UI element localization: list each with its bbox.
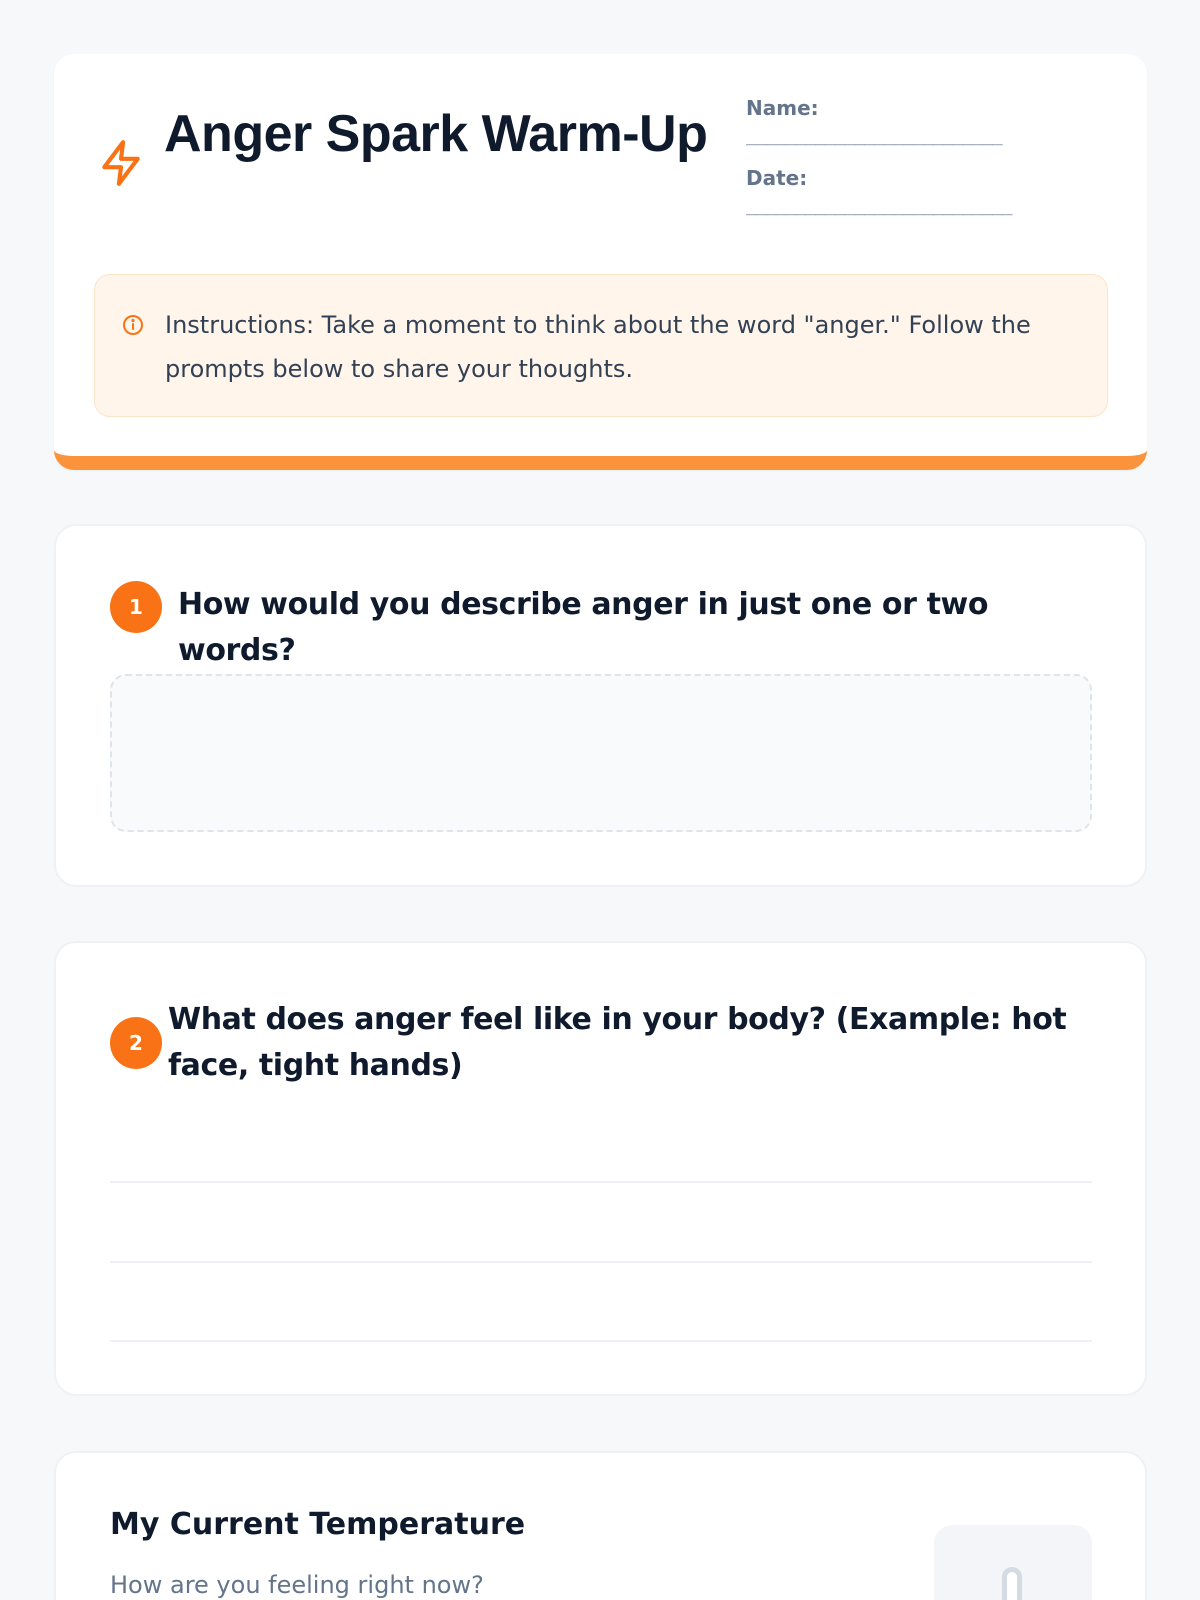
answer-line[interactable] bbox=[110, 1340, 1092, 1342]
name-label: Name: bbox=[746, 96, 819, 120]
question-text: What does anger feel like in your body? (Example: hot face, tight hands) bbox=[168, 1002, 1067, 1083]
temperature-card bbox=[54, 1451, 1147, 1600]
answer-line[interactable] bbox=[110, 1261, 1092, 1263]
temperature-subtitle: How are you feeling right now? bbox=[110, 1571, 484, 1599]
thermometer-icon bbox=[1002, 1567, 1022, 1600]
lightning-bolt-icon bbox=[96, 138, 146, 188]
temperature-title: My Current Temperature bbox=[110, 1507, 526, 1542]
instructions-box bbox=[94, 274, 1108, 417]
answer-line[interactable] bbox=[110, 1181, 1092, 1183]
instructions-text: Instructions: Take a moment to think about the word "anger." Follow the prompts below to share your thoughts. bbox=[165, 311, 1031, 383]
info-icon bbox=[121, 313, 145, 337]
question-card-1 bbox=[54, 524, 1147, 887]
question-number-badge: 2 bbox=[110, 1017, 162, 1069]
date-label: Date: bbox=[746, 166, 808, 190]
name-field-line[interactable]: __________________________ bbox=[746, 125, 1002, 146]
student-meta bbox=[746, 94, 1086, 234]
answer-box[interactable] bbox=[110, 674, 1092, 832]
date-field-line[interactable]: ___________________________ bbox=[746, 195, 1012, 216]
page-title: Anger Spark Warm-Up bbox=[164, 105, 708, 163]
question-number-badge: 1 bbox=[110, 581, 162, 633]
header-card bbox=[54, 54, 1147, 470]
thermometer-panel[interactable] bbox=[934, 1525, 1092, 1600]
question-card-2 bbox=[54, 941, 1147, 1396]
question-text: How would you describe anger in just one or two words? bbox=[178, 587, 989, 668]
